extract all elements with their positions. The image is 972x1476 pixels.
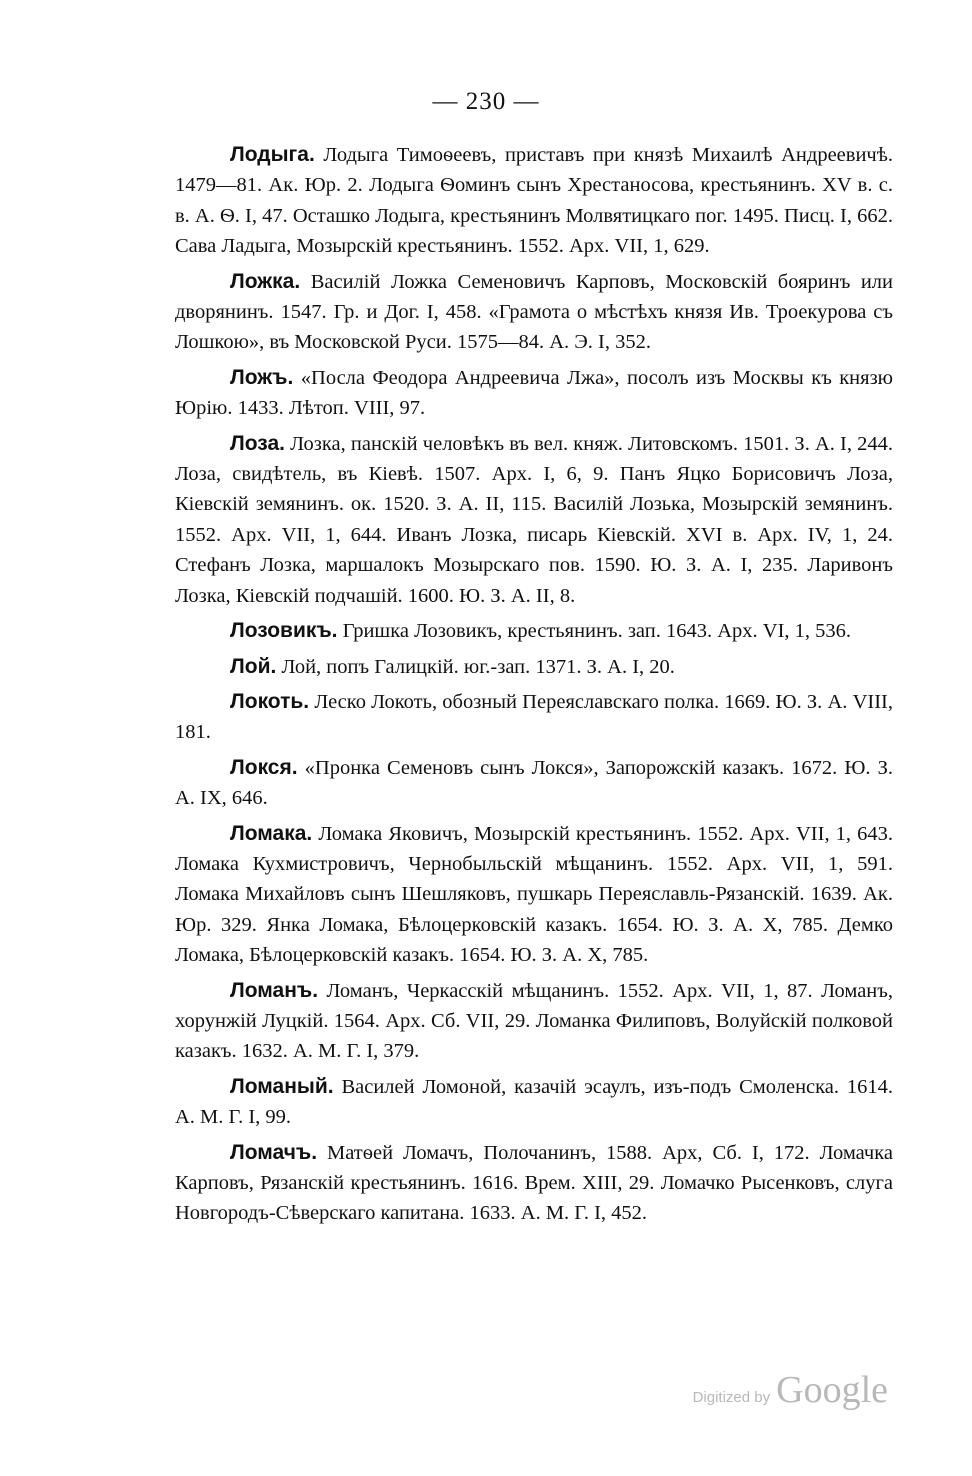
- watermark-prefix: Digitized by: [692, 1389, 771, 1406]
- entry: [175, 976, 893, 1067]
- entry: [175, 1072, 893, 1133]
- page-number: — 230 —: [432, 88, 540, 115]
- entry-text: Леско Локоть, обозный Переяславскаго полка. 1669. Ю. З. А. VIII, 181.: [175, 690, 893, 744]
- entry: [175, 429, 893, 611]
- entry-headword: Ломака.: [230, 821, 313, 845]
- entry-headword: Лой.: [230, 654, 277, 678]
- entry-headword: Локся.: [230, 755, 298, 779]
- entry: [175, 819, 893, 971]
- entry: [175, 267, 893, 358]
- entry-text: Ломака Яковичъ, Мозырскій крестьянинъ. 1552. Арх. VII, 1, 643. Ломака Кухмистровичъ, Чернобыльскій мѣщанинъ. 1552. Арх. VII, 1, 591. Ломака Михайловъ сынъ Шешляковъ, пушкарь Переяславль-Рязанскій. 1639. Ак. Юр. 329. Янка Ломака, Бѣлоцерковскій казакъ. 1654. Ю. З. А. X, 785. Демко Ломака, Бѣлоцерковскій казакъ. 1654. Ю. З. А. X, 785.: [175, 822, 894, 967]
- entry-headword: Ложъ.: [230, 365, 294, 389]
- entry: [175, 363, 893, 424]
- entry: [175, 687, 893, 748]
- entry-headword: Локоть.: [230, 689, 310, 713]
- entry-text: Ломанъ, Черкасскій мѣщанинъ. 1552. Арх. VII, 1, 87. Ломанъ, хорунжій Луцкій. 1564. Арх. Сб. VII, 29. Ломанка Филиповъ, Волуйскій полковой казакъ. 1632. А. М. Г. I, 379.: [175, 979, 893, 1063]
- entry-text: Матѳей Ломачъ, Полочанинъ, 1588. Арх, Сб. I, 172. Ломачка Карповъ, Рязанскій крестьянинъ. 1616. Врем. XIII, 29. Ломачко Рысенковъ, слуга Новгородъ-Сѣверскаго капитана. 1633. А. М. Г. I, 452.: [175, 1141, 893, 1225]
- dictionary-entries: [175, 140, 893, 1234]
- entry: [175, 140, 893, 262]
- entry-headword: Лозовикъ.: [230, 619, 338, 643]
- entry-text: Гришка Лозовикъ, крестьянинъ. зап. 1643. Арх. VI, 1, 536.: [342, 620, 852, 643]
- entry-headword: Ломачъ.: [230, 1140, 318, 1164]
- entry-text: Лозка, панскій человѣкъ въ вел. княж. Литовскомъ. 1501. З. А. I, 244. Лоза, свидѣтель, въ Кіевѣ. 1507. Арх. I, 6, 9. Панъ Яцко Борисовичъ Лоза, Кіевскій земянинъ. ок. 1520. З. А. II, 115. Василій Лозька, Мозырскій земянинъ. 1552. Арх. VII, 1, 644. Иванъ Лозка, писарь Кіевскій. XVI в. Арх. IV, 1, 24. Стефанъ Лозка, маршалокъ Мозырскаго пов. 1590. Ю. З. А. I, 235. Ларивонъ Лозка, Кіевскій подчашій. 1600. Ю. З. А. II, 8.: [175, 432, 894, 607]
- entry-headword: Ломанъ.: [230, 978, 319, 1002]
- entry: [175, 1138, 893, 1229]
- entry-text: Василій Ложка Семеновичъ Карповъ, Московскій бояринъ или дворянинъ. 1547. Гр. и Дог. I, 458. «Грамота о мѣстѣхъ князя Ив. Троекурова съ Лошкою», въ Московской Руси. 1575—84. А. Э. I, 352.: [175, 270, 893, 354]
- entry-text: Василей Ломоной, казачій эсаулъ, изъ-подъ Смоленска. 1614. А. М. Г. I, 99.: [175, 1075, 894, 1129]
- entry-headword: Лодыга.: [230, 143, 315, 166]
- entry: [175, 616, 893, 646]
- entry: [175, 652, 893, 682]
- digitized-watermark: [693, 1368, 888, 1412]
- entry-text: Лой, попъ Галицкій. юг.-зап. 1371. З. А. I, 20.: [281, 655, 675, 678]
- google-logo: Google: [776, 1369, 888, 1411]
- entry-text: Лодыга Тимоѳеевъ, приставъ при князѣ Михаилѣ Андреевичѣ. 1479—81. Ак. Юр. 2. Лодыга Ѳоминъ сынъ Хрестаносова, крестьянинъ. XV в. с. в. А. Ѳ. I, 47. Осташко Лодыга, крестьянинъ Молвятицкаго пог. 1495. Писц. I, 662. Сава Ладыга, Мозырскій крестьянинъ. 1552. Арх. VII, 1, 629.: [175, 144, 894, 258]
- entry-headword: Лоза.: [230, 431, 285, 455]
- entry-text: «Посла Феодора Андреевича Лжа», посолъ изъ Москвы къ князю Юрію. 1433. Лѣтоп. VIII, 97.: [175, 366, 893, 420]
- entry-headword: Ложка.: [230, 269, 301, 293]
- entry-headword: Ломаный.: [230, 1074, 334, 1098]
- entry: [175, 753, 893, 814]
- entry-text: «Пронка Семеновъ сынъ Локся», Запорожскій казакъ. 1672. Ю. З. А. IX, 646.: [175, 756, 893, 810]
